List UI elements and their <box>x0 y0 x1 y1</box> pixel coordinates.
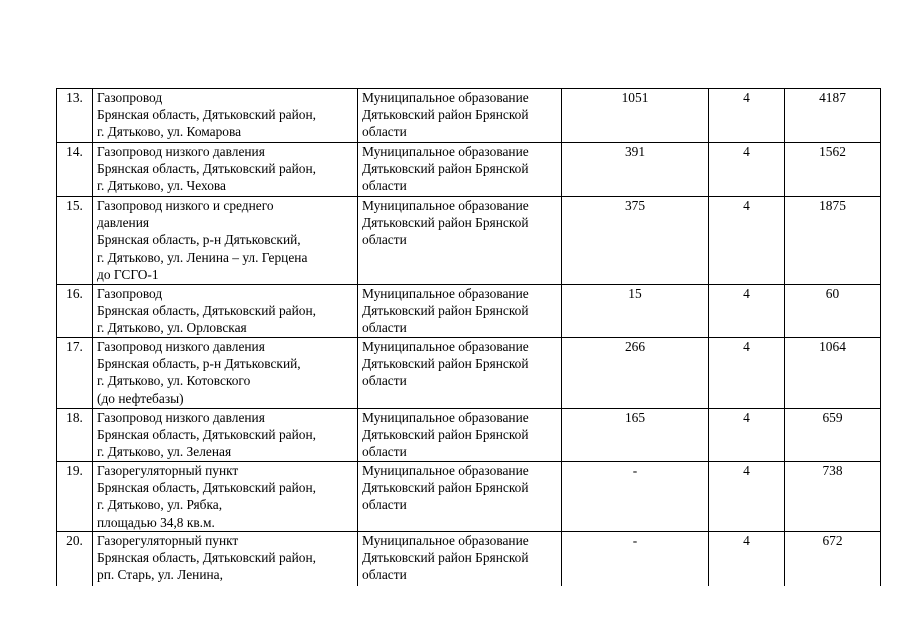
owner-cell: Муниципальное образование Дятьковский район Брянской области <box>358 531 562 586</box>
count-cell: 4 <box>709 143 785 197</box>
value-cell: 738 <box>785 462 881 532</box>
count-cell: 4 <box>709 197 785 285</box>
length-cell: 266 <box>562 338 709 409</box>
length-cell: 375 <box>562 197 709 285</box>
owner-cell: Муниципальное образование Дятьковский район Брянской области <box>358 338 562 409</box>
owner-cell: Муниципальное образование Дятьковский район Брянской области <box>358 197 562 285</box>
length-cell: 1051 <box>562 89 709 143</box>
length-cell: 391 <box>562 143 709 197</box>
count-cell: 4 <box>709 409 785 462</box>
property-table <box>56 88 881 586</box>
object-description: Газопровод низкого давления Брянская область, Дятьковский район, г. Дятьково, ул. Зеленая <box>93 409 358 462</box>
object-description: Газорегуляторный пункт Брянская область, Дятьковский район, рп. Старь, ул. Ленина, <box>93 531 358 586</box>
owner-cell: Муниципальное образование Дятьковский район Брянской области <box>358 462 562 532</box>
object-description: Газорегуляторный пункт Брянская область, Дятьковский район, г. Дятьково, ул. Рябка, площадью 34,8 кв.м. <box>93 462 358 532</box>
value-cell: 659 <box>785 409 881 462</box>
length-cell: 15 <box>562 285 709 338</box>
count-cell: 4 <box>709 338 785 409</box>
object-description: Газопровод низкого давления Брянская область, р-н Дятьковский, г. Дятьково, ул. Котовского (до нефтебазы) <box>93 338 358 409</box>
table-row <box>57 409 881 462</box>
count-cell: 4 <box>709 89 785 143</box>
count-cell: 4 <box>709 285 785 338</box>
table-row <box>57 197 881 285</box>
owner-cell: Муниципальное образование Дятьковский район Брянской области <box>358 285 562 338</box>
table-row <box>57 285 881 338</box>
table-row <box>57 338 881 409</box>
object-description: Газопровод Брянская область, Дятьковский район, г. Дятьково, ул. Комарова <box>93 89 358 143</box>
table-row <box>57 143 881 197</box>
count-cell: 4 <box>709 462 785 532</box>
row-number: 17. <box>57 338 93 409</box>
object-description: Газопровод низкого давления Брянская область, Дятьковский район, г. Дятьково, ул. Чехова <box>93 143 358 197</box>
row-number: 18. <box>57 409 93 462</box>
value-cell: 672 <box>785 531 881 586</box>
row-number: 20. <box>57 531 93 586</box>
table-row <box>57 89 881 143</box>
value-cell: 1875 <box>785 197 881 285</box>
owner-cell: Муниципальное образование Дятьковский район Брянской области <box>358 409 562 462</box>
row-number: 16. <box>57 285 93 338</box>
value-cell: 60 <box>785 285 881 338</box>
value-cell: 4187 <box>785 89 881 143</box>
table-row <box>57 462 881 532</box>
row-number: 19. <box>57 462 93 532</box>
row-number: 15. <box>57 197 93 285</box>
count-cell: 4 <box>709 531 785 586</box>
length-cell: - <box>562 462 709 532</box>
value-cell: 1064 <box>785 338 881 409</box>
length-cell: 165 <box>562 409 709 462</box>
object-description: Газопровод Брянская область, Дятьковский район, г. Дятьково, ул. Орловская <box>93 285 358 338</box>
owner-cell: Муниципальное образование Дятьковский район Брянской области <box>358 143 562 197</box>
length-cell: - <box>562 531 709 586</box>
object-description: Газопровод низкого и среднего давления Брянская область, р-н Дятьковский, г. Дятьково, ул. Ленина – ул. Герцена до ГСГО-1 <box>93 197 358 285</box>
row-number: 13. <box>57 89 93 143</box>
value-cell: 1562 <box>785 143 881 197</box>
row-number: 14. <box>57 143 93 197</box>
owner-cell: Муниципальное образование Дятьковский район Брянской области <box>358 89 562 143</box>
table-row <box>57 531 881 586</box>
